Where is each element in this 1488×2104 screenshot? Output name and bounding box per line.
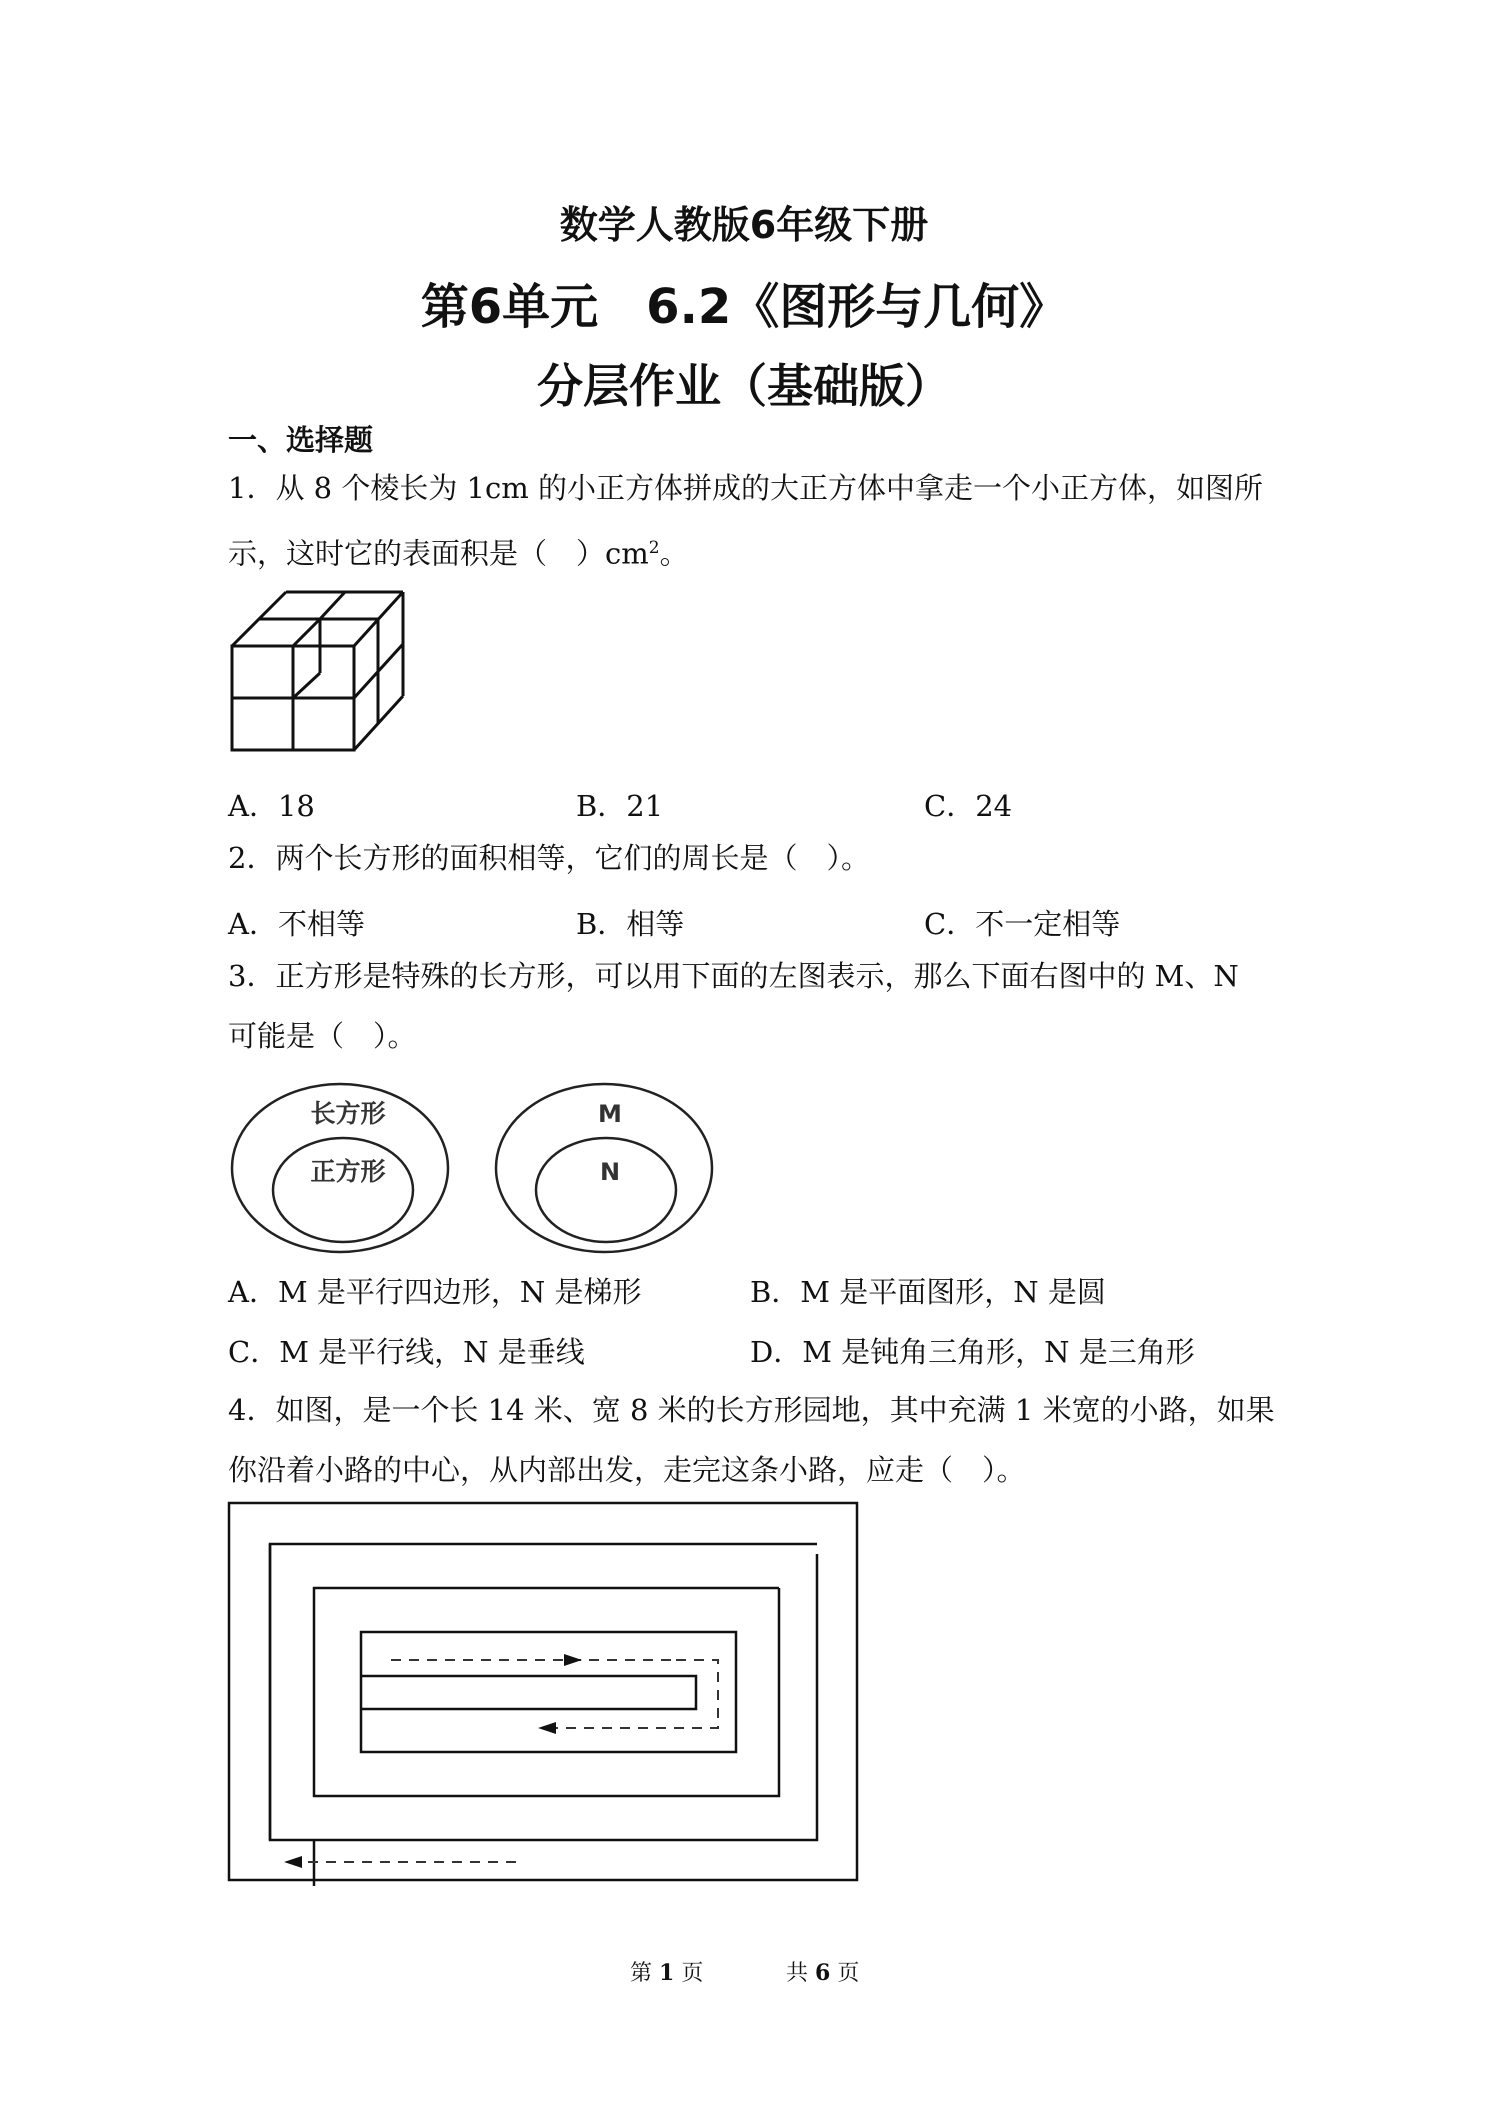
- question-2-line1: 2．两个长方形的面积相等，它们的周长是（ ）。: [228, 841, 870, 875]
- question-1-line1: 1．从 8 个棱长为 1cm 的小正方体拼成的大正方体中拿走一个小正方体，如图所: [228, 471, 1263, 505]
- venn-label-m: M: [598, 1100, 622, 1128]
- question-3-line2: 可能是（ ）。: [228, 1019, 417, 1053]
- question-4-line1: 4．如图，是一个长 14 米、宽 8 米的长方形园地，其中充满 1 米宽的小路，如果: [228, 1393, 1275, 1427]
- question-2-option-c: C．不一定相等: [924, 907, 1121, 941]
- question-3-option-d: D．M 是钝角三角形，N 是三角形: [750, 1335, 1195, 1369]
- document-title: 数学人教版6年级下册: [559, 203, 929, 247]
- arrow-left-exit-icon: [284, 1856, 302, 1868]
- venn-label-n: N: [599, 1158, 621, 1186]
- worksheet-subtitle: 分层作业（基础版）: [537, 359, 951, 413]
- venn-label-square: 正方形: [310, 1157, 386, 1186]
- question-4-line2: 你沿着小路的中心，从内部出发，走完这条小路，应走（ ）。: [228, 1453, 1026, 1487]
- total-pages: 共 6 页: [786, 1960, 860, 1986]
- question-2-option-b: B．相等: [576, 907, 685, 941]
- arrow-left-icon: [538, 1722, 556, 1734]
- question-1-line2: 示，这时它的表面积是（ ）$cm^2$。: [228, 536, 689, 571]
- question-3-line1: 3．正方形是特殊的长方形，可以用下面的左图表示，那么下面右图中的 M、N: [228, 959, 1239, 993]
- question-2-option-a: A．不相等: [228, 907, 365, 941]
- section-heading: 一、选择题: [228, 423, 374, 457]
- cube-figure: [228, 588, 408, 758]
- question-1-option-c: C．24: [924, 789, 1013, 823]
- arrow-right-icon: [564, 1654, 582, 1666]
- question-3-option-c: C．M 是平行线，N 是垂线: [228, 1335, 585, 1369]
- question-1-option-b: B．21: [576, 789, 664, 823]
- question-3-option-a: A．M 是平行四边形，N 是梯形: [228, 1275, 642, 1309]
- page-number: 第 1 页: [630, 1960, 704, 1986]
- venn-label-rectangle: 长方形: [310, 1099, 386, 1128]
- unit-title: 第6单元 6.2《图形与几何》: [420, 279, 1068, 335]
- venn-diagram: [228, 1080, 728, 1256]
- spiral-path-figure: [226, 1500, 862, 1886]
- question-3-option-b: B．M 是平面图形，N 是圆: [750, 1275, 1106, 1309]
- question-1-option-a: A．18: [228, 789, 315, 823]
